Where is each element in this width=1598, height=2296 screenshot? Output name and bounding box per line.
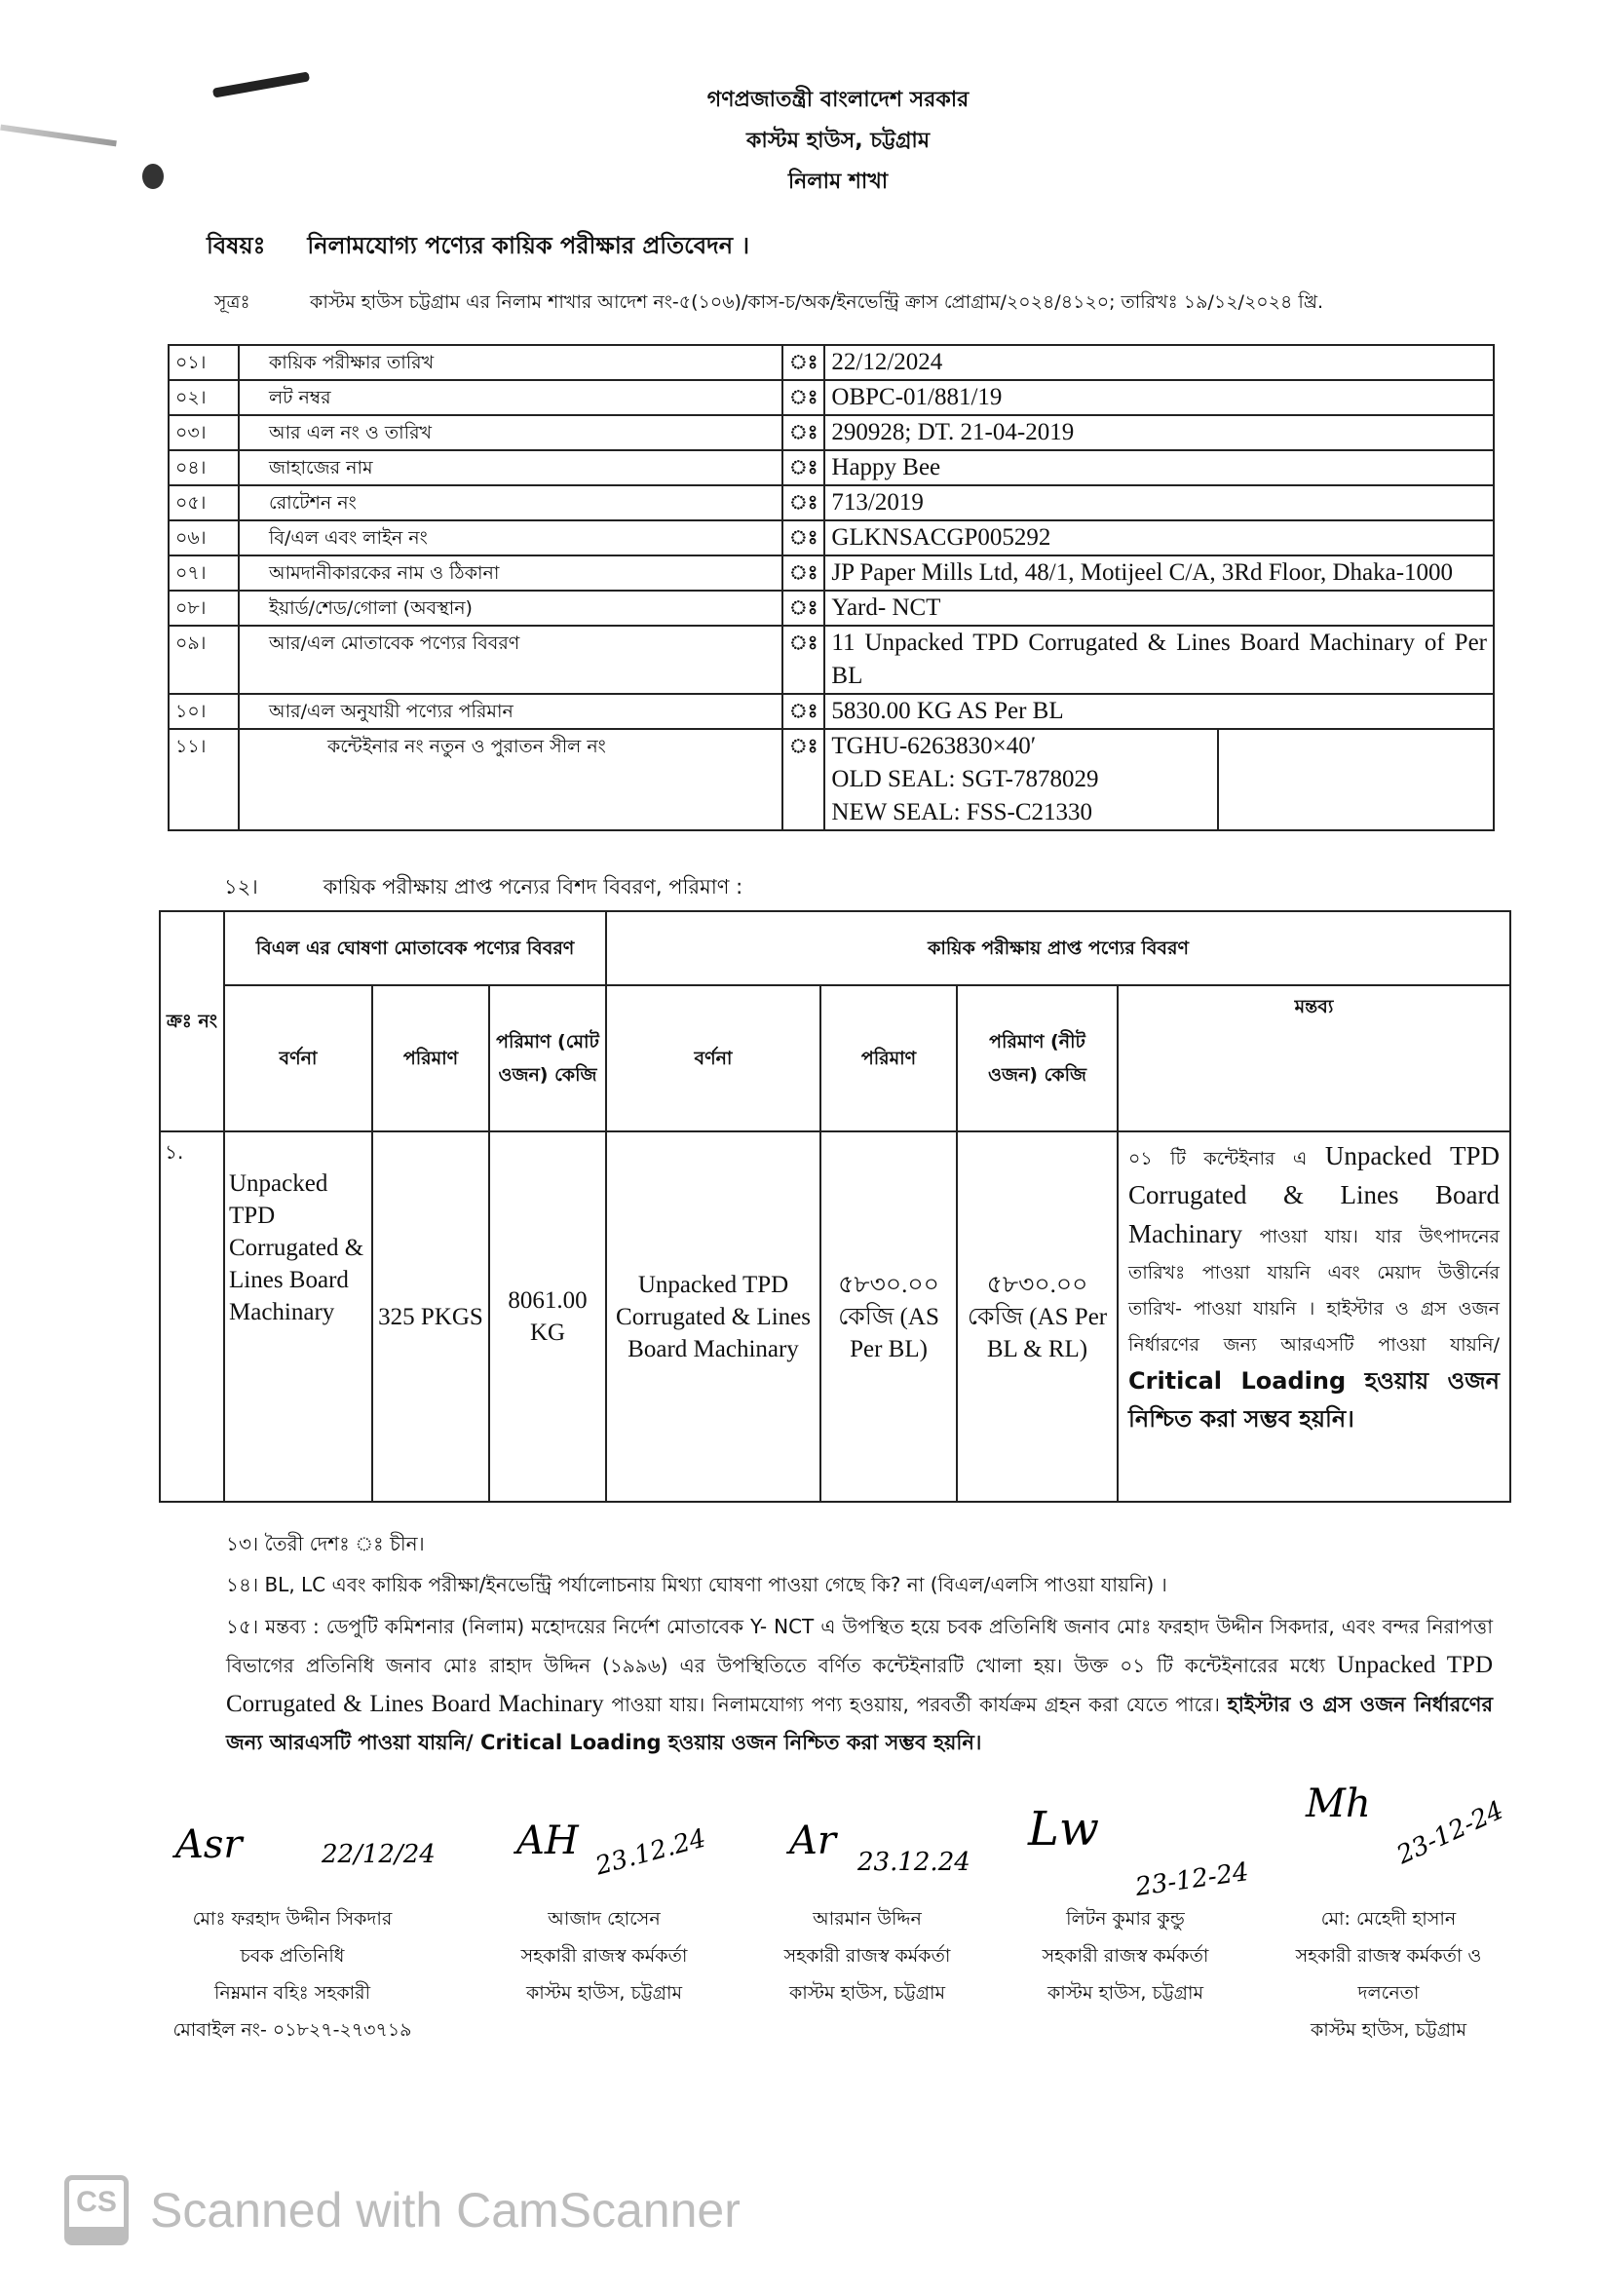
row-number: ০৪। [169,450,239,485]
subject-line [207,228,749,267]
vessel-name-value: Happy Bee [824,450,1494,485]
field-label: আর/এল মোতাবেক পণ্যের বিবরণ [239,626,782,694]
importer-value: JP Paper Mills Ltd, 48/1, Motijeel C/A, 3Rd Floor, Dhaka-1000 [824,555,1494,591]
office-name: কাস্টম হাউস, চট্টগ্রাম [745,129,931,153]
field-label: লট নম্বর [239,380,782,415]
section-12-heading [224,871,742,905]
signature-block-3 [741,1818,994,2011]
colon-separator: ঃ [782,694,824,729]
signatory-office: কাস্টম হাউস, চট্টগ্রাম [1310,2019,1467,2041]
table-row [169,555,1494,591]
row-number: ১১। [169,729,239,830]
field-label: আর এল নং ও তারিখ [239,415,782,450]
serial-header: ক্রঃ নং [160,911,224,1131]
subject-label: বিষয়ঃ [207,232,266,259]
row-number: ০৯। [169,626,239,694]
signature-block-1 [146,1822,438,2048]
signatory-title: সহকারী রাজস্ব কর্মকর্তা [1042,1945,1209,1967]
row-number: ০৫। [169,485,239,520]
signature-block-5 [1257,1781,1520,2048]
remarks-text: পাওয়া যায়। যার উৎপাদনের তারিখঃ পাওয়া যায়নি এবং মেয়াদ উত্তীর্নের তারিখ- পাওয়া যায়নি । হাইস্টার ও গ্রস ওজন নির্ধারণের জন্য আরএসটি পাওয়া যায়নি/ [1128,1226,1500,1356]
exam-quantity: ৫৮৩০.০০ কেজি (AS Per BL) [820,1131,957,1502]
signature-mark: Asr [175,1822,243,1867]
row-number: ০৭। [169,555,239,591]
government-name: গণপ্রজাতন্ত্রী বাংলাদেশ সরকার [706,88,970,112]
table-row [169,626,1494,694]
goods-description-value: 11 Unpacked TPD Corrugated & Lines Board Machinary of Per BL [824,626,1494,694]
section-title: কায়িক পরীক্ষায় প্রাপ্ত পন্যের বিশদ বিবরণ, পরিমাণ : [323,875,743,899]
bl-group-header: বিএল এর ঘোষণা মোতাবেক পণ্যের বিবরণ [224,911,606,985]
field-label: কায়িক পরীক্ষার তারিখ [239,345,782,380]
colon-separator: ঃ [782,626,824,694]
rl-number-value: 290928; DT. 21-04-2019 [824,415,1494,450]
signature-block-2 [477,1818,731,2011]
reference-line [214,288,1323,320]
container-seal-value [824,729,1218,830]
bl-qty-header: পরিমাণ [372,985,489,1131]
signatory-office: কাস্টম হাউস, চট্টগ্রাম [788,1982,946,2004]
bl-description: Unpacked TPD Corrugated & Lines Board Machinary [224,1131,372,1502]
signature-date: 22/12/24 [322,1840,436,1869]
table-row [169,485,1494,520]
remarks-goods-name: Unpacked TPD Corrugated & Lines Board Machinary [1128,1141,1500,1248]
signatory-role: দলনেতা [1357,1982,1420,2004]
bl-desc-header: বর্ণনা [224,985,372,1131]
signatory-title: সহকারী রাজস্ব কর্মকর্তা [520,1945,688,1967]
old-seal: OLD SEAL: SGT-7878029 [831,766,1099,792]
location-value: Yard- NCT [824,591,1494,626]
reference-label: সূত্রঃ [214,291,250,313]
table-row [169,345,1494,380]
signature-date: 23-12-24 [1133,1857,1251,1902]
table-row [169,694,1494,729]
colon-separator: ঃ [782,450,824,485]
colon-separator: ঃ [782,380,824,415]
colon-separator: ঃ [782,520,824,555]
colon-separator: ঃ [782,729,824,830]
watermark-text: Scanned with CamScanner [150,2183,741,2238]
row-number: ০২। [169,380,239,415]
field-label: জাহাজের নাম [239,450,782,485]
remarks-cell [1118,1131,1510,1502]
field-label: কন্টেইনার নং নতুন ও পুরাতন সীল নং [239,729,782,830]
camscanner-watermark [64,2175,741,2245]
new-seal: NEW SEAL: FSS-C21330 [831,799,1093,825]
signatory-mobile: মোবাইল নং- ০১৮২৭-২৭৩৭১৯ [172,2019,412,2041]
bl-quantity: 325 PKGS [372,1131,489,1502]
note-14-misdeclaration: ১৪। BL, LC এবং কায়িক পরীক্ষা/ইনভেন্ট্রি পর্যালোচনায় মিথ্যা ঘোষণা পাওয়া গেছে কি? না (বিএল/এলসি পাওয়া যায়নি) । [226,1573,1167,1596]
signatory-title: চবক প্রতিনিধি [240,1945,345,1967]
exam-description: Unpacked TPD Corrugated & Lines Board Machinary [606,1131,820,1502]
signature-mark: Mh [1306,1781,1371,1826]
table-row [169,729,1494,830]
table-row [169,380,1494,415]
signature-mark: AH [516,1818,579,1863]
remarks-bold-note: হাইস্টার ও গ্রস ওজন নির্ধারণের জন্য আরএসটি পাওয়া যায়নি/ Critical Loading হওয়ায় ওজন নিশ্চিত করা সম্ভব হয়নি। [226,1693,1493,1754]
field-label: রোটেশন নং [239,485,782,520]
signature-mark: Ar [789,1818,837,1863]
signatory-name: আজাদ হোসেন [548,1908,661,1930]
signature-date: 23-12-24 [1392,1795,1508,1871]
camscanner-logo-icon [64,2175,129,2245]
field-label: আমদানীকারকের নাম ও ঠিকানা [239,555,782,591]
subheader-row [160,985,1510,1131]
signatory-title: সহকারী রাজস্ব কর্মকর্তা [783,1945,951,1967]
container-number: TGHU-6263830×40′ [831,733,1037,759]
row-number: ১০। [169,694,239,729]
bl-number-value: GLKNSACGP005292 [824,520,1494,555]
bl-gross-weight: 8061.00 KG [489,1131,606,1502]
signatory-name: মো: মেহেদী হাসান [1320,1908,1457,1930]
exam-weight-header: পরিমাণ (নীট ওজন) কেজি [957,985,1118,1131]
exam-group-header: কায়িক পরীক্ষায় প্রাপ্ত পণ্যের বিবরণ [606,911,1510,985]
colon-separator: ঃ [782,345,824,380]
logo-text: CS [76,2186,117,2218]
row-number: ০৩। [169,415,239,450]
signature-date: 23.12.24 [592,1823,709,1882]
remarks-text: ১৫। মন্তব্য : ডেপুটি কমিশনার (নিলাম) মহোদয়ের নির্দেশ মোতাবেক Y- NCT এ উপস্থিত হয়ে চবক প্রতিনিধি জনাব মোঃ ফরহাদ উদ্দীন সিকদার, এবং বন্দর নিরাপত্তা বিভাগের প্রতিনিধি জনাব মোঃ রাহাদ উদ্দিন (১৯৯৬) এর উপস্থিতিতে বর্ণিত কন্টেইনারটি খোলা হয়। উক্ত ০১ টি কন্টেইনারের মধ্যে [226,1615,1493,1677]
signatory-line3: নিম্নমান বহিঃ সহকারী [213,1982,371,2004]
section-name: নিলাম শাখা [787,170,889,194]
rotation-number-value: 713/2019 [824,485,1494,520]
goods-quantity-value: 5830.00 KG AS Per BL [824,694,1494,729]
field-label: ইয়ার্ড/শেড/গোলা (অবস্থান) [239,591,782,626]
remarks-header: মন্তব্য [1118,985,1510,1131]
colon-separator: ঃ [782,591,824,626]
section-number: ১২। [224,875,258,899]
table-row [169,520,1494,555]
row-number: ০৮। [169,591,239,626]
signatory-name: আরমান উদ্দিন [813,1908,922,1930]
row-number: ০১। [169,345,239,380]
table-row [169,591,1494,626]
note-13-origin: ১৩। তৈরী দেশঃ ঃ চীন। [226,1532,425,1555]
signature-date: 23.12.24 [857,1848,970,1877]
bl-weight-header: পরিমাণ (মোট ওজন) কেজি [489,985,606,1131]
signatory-name: লিটন কুমার কুন্ডু [1066,1908,1185,1930]
exam-qty-header: পরিমাণ [820,985,957,1131]
remarks-goods-name: Unpacked TPD Corrugated & Lines Board Machinary [226,1652,1494,1717]
row-number: ০৬। [169,520,239,555]
header-row [160,911,1510,985]
field-label: বি/এল এবং লাইন নং [239,520,782,555]
colon-separator: ঃ [782,485,824,520]
field-label: আর/এল অনুযায়ী পণ্যের পরিমান [239,694,782,729]
lot-number-value: OBPC-01/881/19 [824,380,1494,415]
note-15-remarks [226,1608,1493,1762]
exam-date-value: 22/12/2024 [824,345,1494,380]
signature-block-4 [999,1802,1252,2011]
goods-detail-table [159,910,1511,1503]
signature-mark: Lw [1028,1802,1099,1856]
signatory-office: কাস্টম হাউস, চট্টগ্রাম [525,1982,683,2004]
reference-text: কাস্টম হাউস চট্টগ্রাম এর নিলাম শাখার আদেশ নং-৫(১০৬)/কাস-চ/অক/ইনভেন্ট্রি ক্রাস প্রোগ্রাম/২০২৪/৪১২০; তারিখঃ ১৯/১২/২০২৪ খ্রি. [310,291,1323,313]
subject-text: নিলামযোগ্য পণ্যের কায়িক পরীক্ষার প্রতিবেদন । [307,232,750,259]
signatory-title: সহকারী রাজস্ব কর্মকর্তা ও [1295,1945,1482,1967]
signatory-name: মোঃ ফরহাদ উদ্দীন সিকদার [192,1908,393,1930]
table-row [160,1131,1510,1502]
exam-desc-header: বর্ণনা [606,985,820,1131]
serial-number: ১. [160,1131,224,1502]
remarks-bold-note: Critical Loading হওয়ায় ওজন নিশ্চিত করা সম্ভব হয়নি। [1128,1367,1500,1433]
signatory-office: কাস্টম হাউস, চট্টগ্রাম [1046,1982,1204,2004]
colon-separator: ঃ [782,415,824,450]
letterhead [0,80,1598,203]
table-row [169,450,1494,485]
empty-cell [1218,729,1494,830]
exam-net-weight: ৫৮৩০.০০ কেজি (AS Per BL & RL) [957,1131,1118,1502]
colon-separator: ঃ [782,555,824,591]
remarks-text: পাওয়া যায়। নিলামযোগ্য পণ্য হওয়ায়, পরবর্তী কার্যক্রম গ্রহন করা যেতে পারে। [611,1693,1220,1716]
lot-info-table [168,344,1495,831]
remarks-text: ০১ টি কন্টেইনার এ [1128,1148,1308,1169]
table-row [169,415,1494,450]
